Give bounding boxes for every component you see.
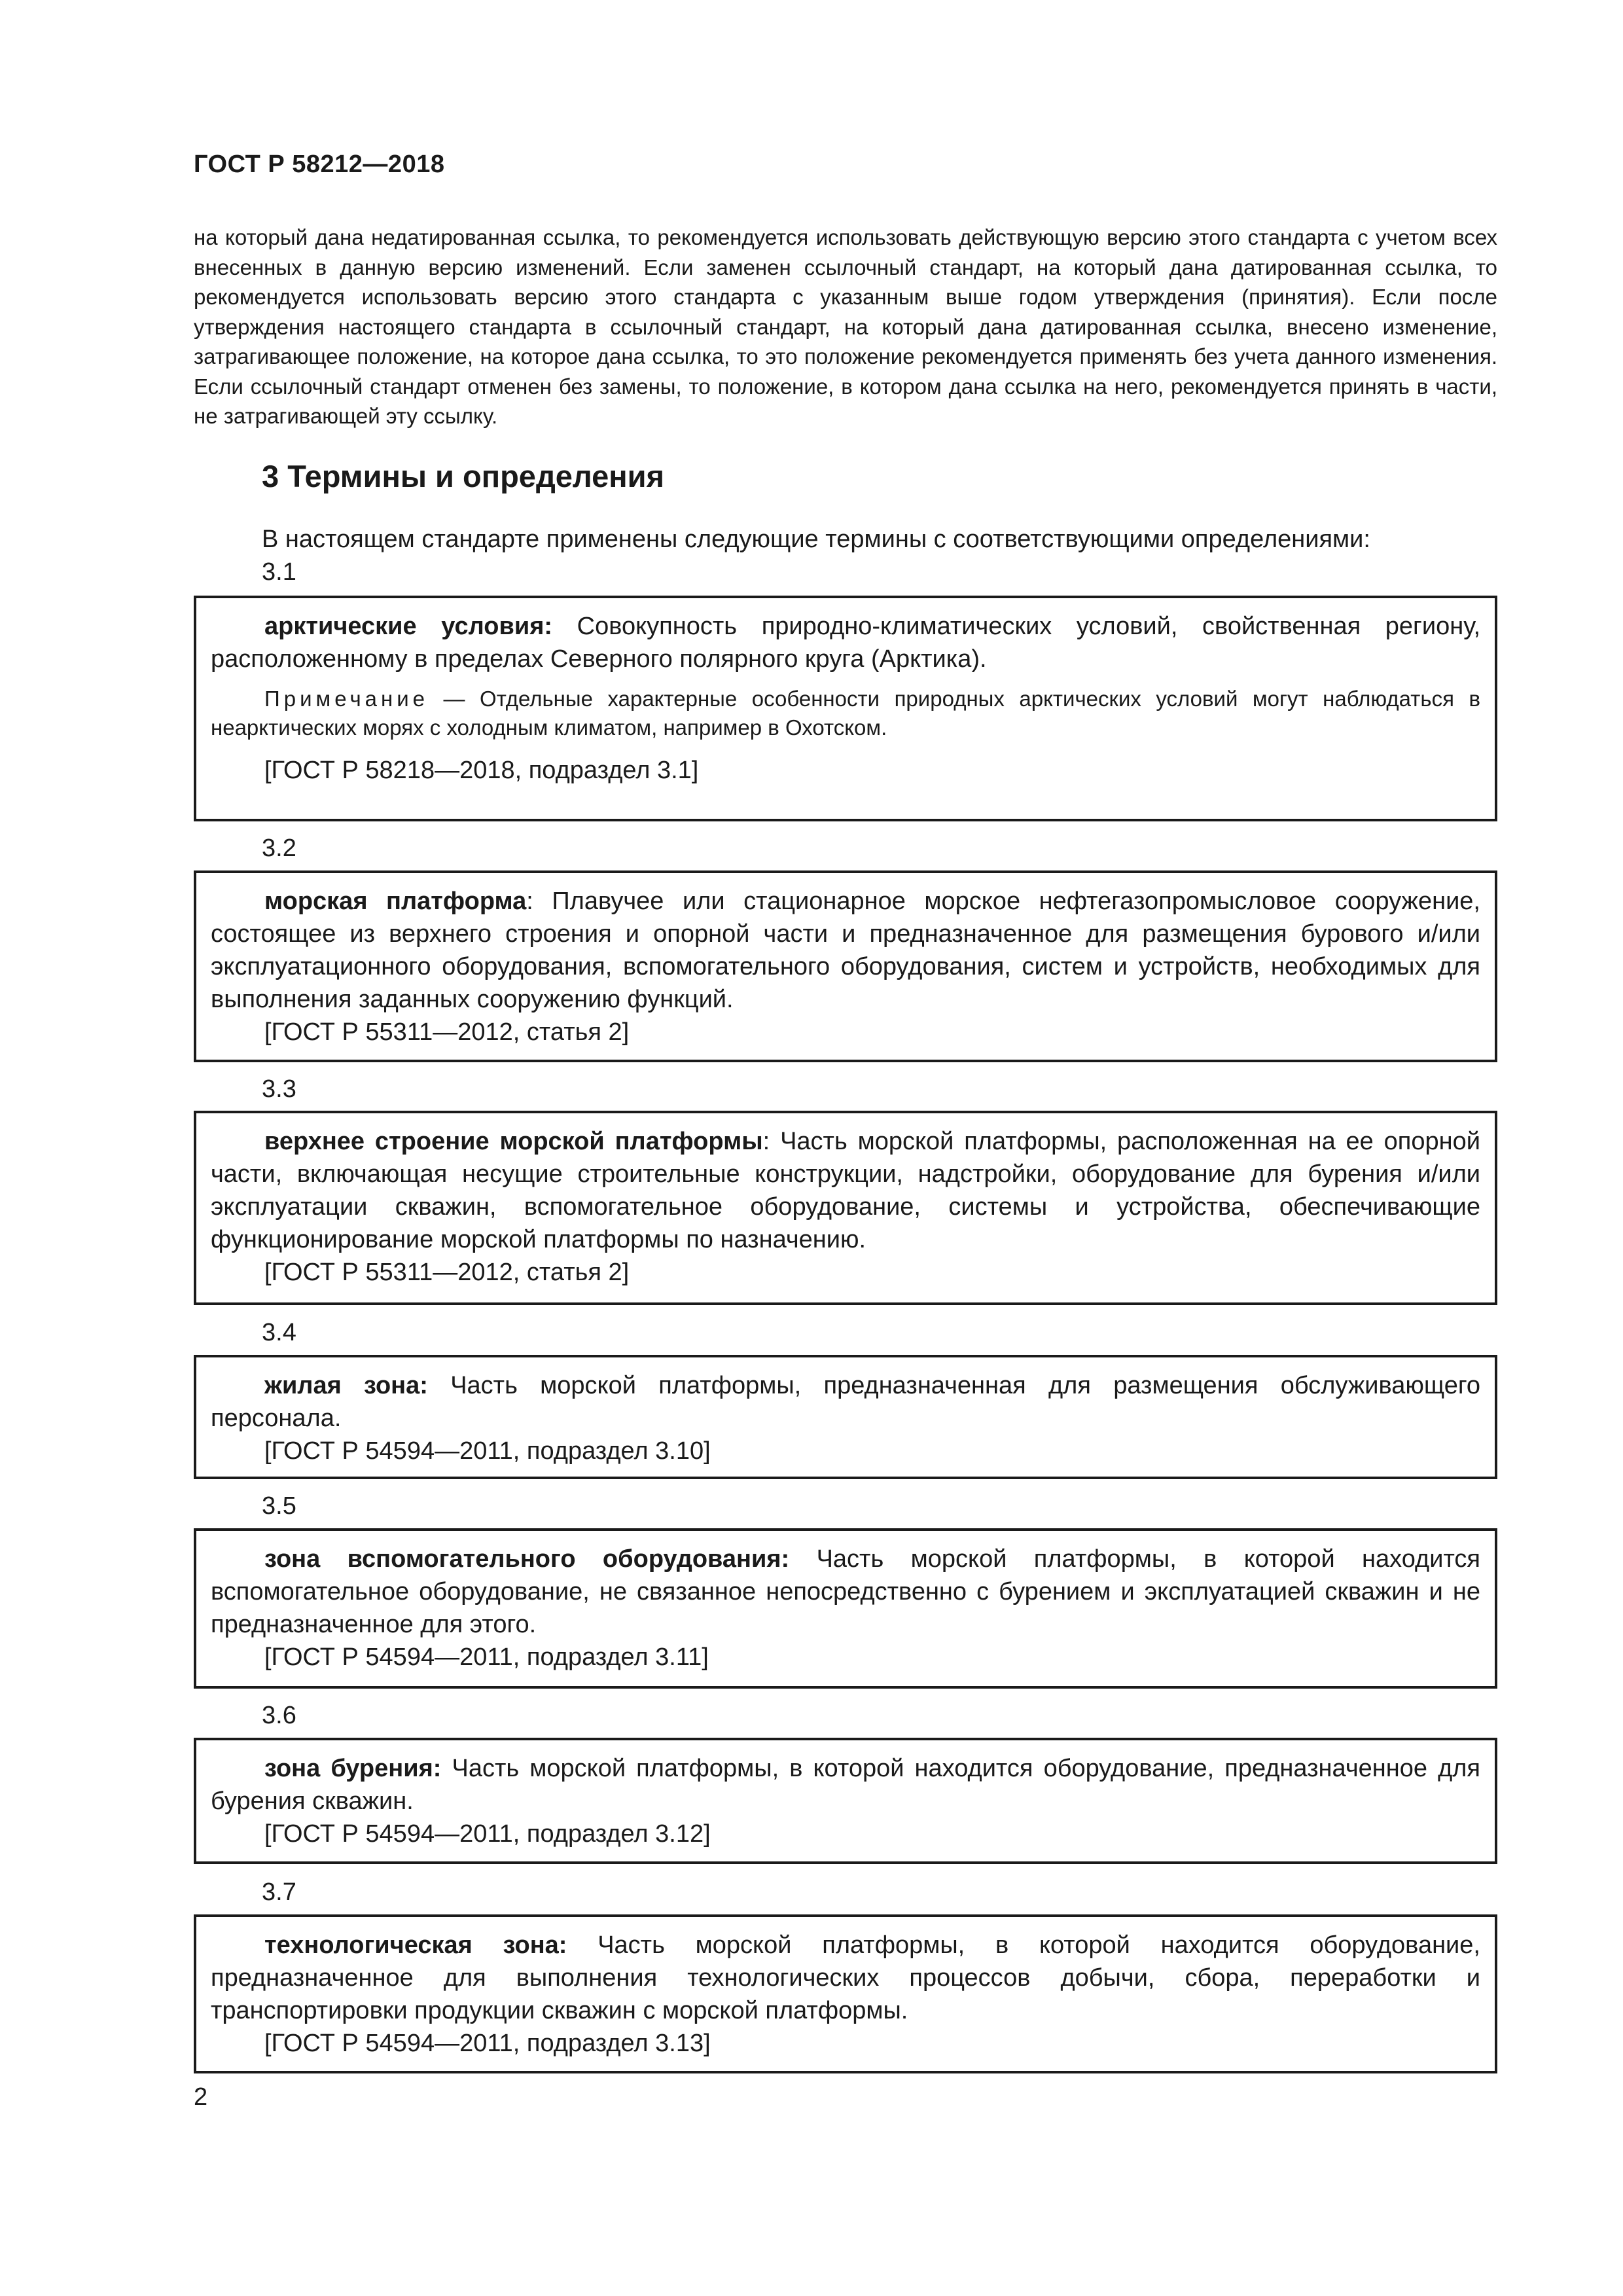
term-source: [ГОСТ Р 54594—2011, подраздел 3.12] bbox=[264, 1820, 711, 1848]
term-text: Часть морской платформы, в которой находится вспомогательное оборудование, не связанное непосредственно с бурением и эксплуатацией скважин и не предназначенное для этого. bbox=[211, 1545, 1480, 1638]
term-definition bbox=[211, 1125, 1480, 1256]
term-definition bbox=[211, 1752, 1480, 1818]
term-number: 3.7 bbox=[262, 1878, 296, 1906]
term-name: морская платформа bbox=[264, 888, 527, 915]
section-lead: В настоящем стандарте применены следующие термины с соответствующими определениями: bbox=[262, 526, 1370, 553]
term-source: [ГОСТ Р 55311—2012, статья 2] bbox=[264, 1259, 630, 1286]
standard-header: ГОСТ Р 58212—2018 bbox=[194, 151, 445, 178]
term-note bbox=[211, 685, 1480, 742]
intro-paragraph: на который дана недатированная ссылка, то рекомендуется использовать действующую версию этого стандарта с учетом всех внесенных в данную версию изменений. Если заменен ссылочный стандарт, на который дана датированная ссылка, то рекомендуется использовать версию этого стандарта с указанным выше годом утверждения (принятия). Если после утверждения настоящего стандарта в ссылочный стандарт, на который дана датированная ссылка, внесено изменение, затрагивающее положение, на которое дана ссылка, то это положение рекомендуется применять без учета данного изменения. Если ссылочный стандарт отменен без замены, то положение, в котором дана ссылка на него, рекомендуется принять в части, не затрагивающей эту ссылку. bbox=[194, 225, 1497, 428]
term-source: [ГОСТ Р 58218—2018, подраздел 3.1] bbox=[264, 757, 699, 784]
section-title: 3 Термины и определения bbox=[262, 459, 664, 493]
term-name: зона вспомогательного оборудования: bbox=[264, 1545, 790, 1573]
term-box-drilling-zone bbox=[194, 1738, 1497, 1864]
term-source: [ГОСТ Р 54594—2011, подраздел 3.11] bbox=[264, 1643, 709, 1671]
term-definition bbox=[211, 1369, 1480, 1435]
term-text: : Плавучее или стационарное морское нефтегазопромысловое сооружение, состоящее из верхнего строения и опорной части и предназначенное для размещения бурового и/или эксплуатационного оборудования, вспомогательного оборудования, систем и устройств, необходимых для выполнения заданных сооружению функций. bbox=[211, 888, 1480, 1013]
term-source: [ГОСТ Р 55311—2012, статья 2] bbox=[264, 1018, 630, 1046]
term-number: 3.6 bbox=[262, 1702, 296, 1729]
term-text: Часть морской платформы, в которой находится оборудование, предназначенное для выполнения технологических процессов добычи, сбора, переработки и транспортировки продукции скважин с морской платформы. bbox=[211, 1931, 1480, 2024]
term-box-living-quarters bbox=[194, 1355, 1497, 1479]
note-text: — Отдельные характерные особенности природных арктических условий могут наблюдаться в неарктических морях с холодным климатом, например в Охотском. bbox=[211, 687, 1480, 740]
term-number: 3.1 bbox=[262, 558, 296, 586]
term-definition bbox=[211, 1929, 1480, 2027]
term-name: зона бурения: bbox=[264, 1755, 442, 1782]
term-source: [ГОСТ Р 54594—2011, подраздел 3.10] bbox=[264, 1437, 711, 1465]
term-text: : Часть морской платформы, расположенная на ее опорной части, включающая несущие строительные конструкции, надстройки, оборудование для бурения и/или эксплуатации скважин, вспомогательное оборудование, системы и устройства, обеспечивающие функционирование морской платформы по назначению. bbox=[211, 1128, 1480, 1253]
term-number: 3.4 bbox=[262, 1319, 296, 1346]
term-number: 3.2 bbox=[262, 834, 296, 862]
page-number: 2 bbox=[194, 2083, 208, 2111]
term-definition bbox=[211, 610, 1480, 675]
term-name: жилая зона: bbox=[264, 1372, 428, 1399]
term-source: [ГОСТ Р 54594—2011, подраздел 3.13] bbox=[264, 2030, 711, 2057]
term-name: верхнее строение морской платформы bbox=[264, 1128, 763, 1155]
term-number: 3.5 bbox=[262, 1492, 296, 1520]
note-label: Примечание bbox=[264, 687, 429, 711]
term-definition bbox=[211, 885, 1480, 1016]
term-name: технологическая зона: bbox=[264, 1931, 567, 1959]
term-definition bbox=[211, 1543, 1480, 1641]
term-text: Часть морской платформы, предназначенная для размещения обслуживающего персонала. bbox=[211, 1372, 1481, 1432]
term-box-process-zone bbox=[194, 1914, 1497, 2073]
term-text: Совокупность природно-климатических условий, свойственная региону, расположенному в пределах Северного полярного круга (Арктика). bbox=[211, 613, 1481, 673]
term-box-platform-topsides bbox=[194, 1111, 1497, 1305]
term-number: 3.3 bbox=[262, 1075, 296, 1103]
term-box-arctic-conditions bbox=[194, 596, 1497, 821]
term-box-auxiliary-zone bbox=[194, 1528, 1497, 1689]
term-text: Часть морской платформы, в которой находится оборудование, предназначенное для бурения скважин. bbox=[211, 1755, 1481, 1815]
term-box-offshore-platform bbox=[194, 870, 1497, 1062]
term-name: арктические условия: bbox=[264, 613, 553, 640]
